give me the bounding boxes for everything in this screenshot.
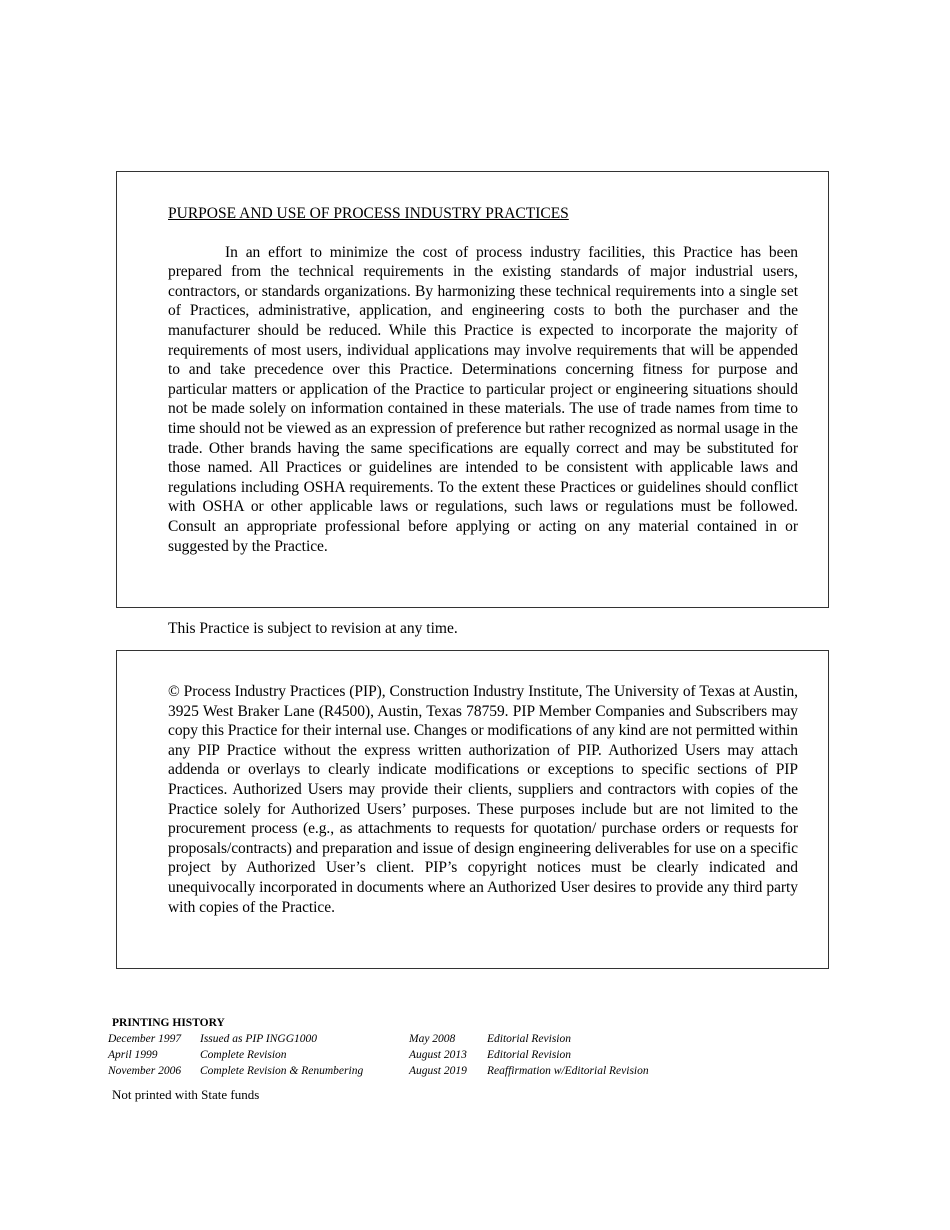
history-description: Complete Revision — [200, 1049, 287, 1061]
history-date: December 1997 — [108, 1033, 182, 1045]
revision-note: This Practice is subject to revision at any time. — [168, 620, 458, 637]
funds-note: Not printed with State funds — [112, 1087, 260, 1102]
copyright-box — [116, 650, 829, 969]
history-date: April 1999 — [108, 1049, 158, 1061]
history-description: Issued as PIP INGG1000 — [200, 1033, 318, 1045]
history-description: Reaffirmation w/Editorial Revision — [487, 1065, 649, 1077]
printing-history — [108, 1016, 808, 1079]
history-row — [108, 1031, 808, 1047]
printing-history-title: PRINTING HISTORY — [112, 1017, 225, 1029]
history-row — [108, 1063, 808, 1079]
copyright-content — [168, 682, 798, 917]
history-date: May 2008 — [409, 1033, 456, 1045]
history-row — [108, 1047, 808, 1063]
purpose-body: In an effort to minimize the cost of process industry facilities, this Practice has been prepared from the technical requirements in the existing standards of major industrial users, contractors, or standards organizations. By harmonizing these technical requirements into a single set of Practices, administrative, application, and engineering costs to both the purchaser and the manufacturer should be reduced. While this Practice is expected to incorporate the majority of requirements of most users, individual applications may involve requirements that will be appended to and take precedence over this Practice. Determinations concerning fitness for purpose and particular matters or application of the Practice to particular project or engineering situations should not be made solely on information contained in these materials. The use of trade names from time to time should not be viewed as an expression of preference but rather recognized as normal usage in the trade. Other brands having the same specifications are equally correct and may be substituted for those named. All Practices or guidelines are intended to be consistent with applicable laws and regulations including OSHA requirements. To the extent these Practices or guidelines should conflict with OSHA or other applicable laws or regulations, such laws or regulations must be followed. Consult an appropriate professional before applying or acting on any material contained in or suggested by the Practice. — [168, 243, 798, 555]
history-date: August 2013 — [409, 1049, 467, 1061]
purpose-box — [116, 171, 829, 608]
purpose-content — [168, 204, 798, 556]
history-description: Complete Revision & Renumbering — [200, 1065, 364, 1077]
history-description: Editorial Revision — [487, 1033, 572, 1045]
history-description: Editorial Revision — [487, 1049, 572, 1061]
purpose-heading: PURPOSE AND USE OF PROCESS INDUSTRY PRACTICES — [168, 205, 569, 222]
history-date: August 2019 — [409, 1065, 467, 1077]
history-date: November 2006 — [108, 1065, 182, 1077]
copyright-body: © Process Industry Practices (PIP), Construction Industry Institute, The University of Texas at Austin, 3925 West Braker Lane (R4500), Austin, Texas 78759. PIP Member Companies and Subscribers may copy this Practice for their internal use. Changes or modifications of any kind are not permitted within any PIP Practice without the express written authorization of PIP. Authorized Users may attach addenda or overlays to clearly indicate modifications or exceptions to specific sections of PIP Practices. Authorized Users may provide their clients, suppliers and contractors with copies of the Practice solely for Authorized Users’ purposes. These purposes include but are not limited to the procurement process (e.g., as attachments to requests for quotation/ purchase orders or requests for proposals/contracts) and preparation and issue of design engineering deliverables for use on a specific project by Authorized User’s client. PIP’s copyright notices must be clearly indicated and unequivocally incorporated in documents where an Authorized User desires to provide any third party with copies of the Practice. — [168, 683, 798, 916]
